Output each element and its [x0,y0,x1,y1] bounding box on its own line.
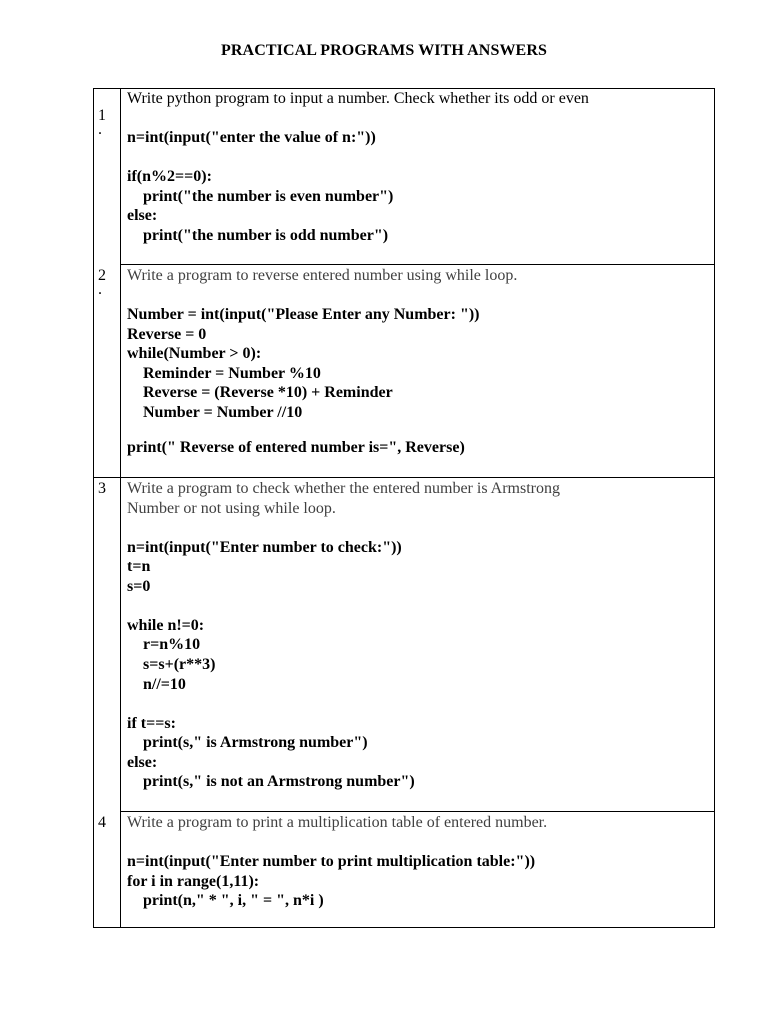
code-line: print("the number is even number") [127,187,394,205]
row-number: 2 . [98,267,106,298]
code-line: s=s+(r**3) [127,655,216,673]
code-line: print(s," is not an Armstrong number") [127,773,415,791]
code-line: while(Number > 0): [127,345,262,363]
code-line: print(" Reverse of entered number is=", Reverse) [127,438,465,456]
question-text: Write a program to reverse entered number using while loop. [127,267,518,284]
row-divider [93,477,715,478]
code-line: if t==s: [127,714,176,732]
row-divider [120,264,715,265]
row-number: 4 [98,814,106,831]
code-line: print(s," is Armstrong number") [127,734,368,752]
row-number: 3 [98,480,106,497]
code-line: n//=10 [127,675,186,693]
number-column-divider [120,88,121,928]
code-line: Reverse = (Reverse *10) + Reminder [127,384,393,402]
code-line: n=int(input("enter the value of n:")) [127,129,376,146]
program-cell [127,266,712,457]
code-line: t=n [127,558,151,576]
question-text: Write python program to input a number. Check whether its odd or even [127,90,589,107]
code-line: Reverse = 0 [127,325,207,343]
program-cell [127,89,712,245]
code-line: for i in range(1,11): [127,872,260,890]
code-line: n=int(input("Enter number to check:")) [127,538,402,556]
code-line: if(n%2==0): [127,168,212,186]
code-line: Number = Number //10 [127,403,303,421]
code-line: else: [127,753,158,771]
row-number: 1 . [98,107,106,138]
code-line: Number = int(input("Please Enter any Number: ")) [127,306,480,323]
code-line: Reminder = Number %10 [127,364,321,382]
code-line: while n!=0: [127,616,205,634]
question-text: Number or not using while loop. [127,499,336,517]
code-line: n=int(input("Enter number to print multiplication table:")) [127,853,536,870]
code-line: print(n," * ", i, " = ", n*i ) [127,892,324,910]
code-line: r=n%10 [127,636,201,654]
row-divider [120,811,715,812]
page-title: PRACTICAL PROGRAMS WITH ANSWERS [221,42,547,59]
code-line: else: [127,207,158,225]
code-line: s=0 [127,577,151,595]
question-text: Write a program to print a multiplication table of entered number. [127,814,548,831]
program-cell [127,479,712,792]
code-line: print("the number is odd number") [127,226,389,244]
program-cell [127,813,712,911]
question-text: Write a program to check whether the entered number is Armstrong [127,480,560,497]
